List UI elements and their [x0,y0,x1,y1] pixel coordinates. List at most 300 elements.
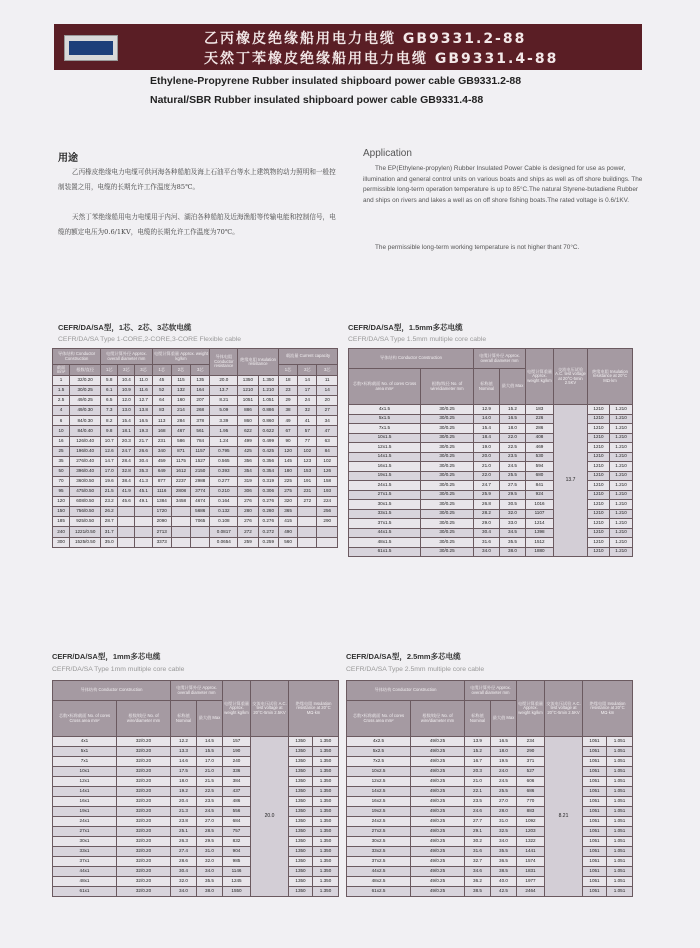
table-cell: 12.6 [101,446,118,456]
table-cell: 14x2.5 [347,787,411,797]
table-cell: 1.5 [53,386,70,396]
table-cell: 1.210 [610,509,633,519]
t3-h-cores: 芯数×标称截面 No. of cores Cross area mm² [53,701,117,737]
table-cell: 16x1.5 [349,462,421,472]
table-cell: 757 [223,827,251,837]
table-cell: 686 [517,787,545,797]
table-cell: 27.5 [500,481,526,491]
table-cell: 84/0.40 [70,426,101,436]
table-cell: 1.210 [610,443,633,453]
table-cell: 36.5 [491,857,517,867]
table-cell: 1210 [588,490,610,500]
t1-h-diameter: 电缆计算外径 Approx. overall diameter mm [101,349,152,365]
table-cell: 467 [171,426,190,436]
table-cell: 19.6 [101,476,118,486]
table-cell: 49/0.25 [411,837,465,847]
table-row [53,877,339,887]
table-cell: 20.3 [118,436,135,446]
table-cell: 22.5 [500,443,526,453]
table-cell: 32.0 [500,509,526,519]
table-cell: 27x2.5 [347,827,411,837]
table-cell: 64 [152,396,171,406]
table-row [53,537,338,547]
table-cell: 30/0.25 [421,528,474,538]
table-cell: 41 [298,416,317,426]
table-row [349,443,633,453]
test-voltage-cell: 8.21 [545,737,583,897]
table-row [347,887,633,897]
table-cell: 16.5 [491,737,517,747]
table-cell: 680 [526,471,554,481]
table-cell: 19x1 [53,807,117,817]
table-cell [118,507,135,517]
table-cell: 1574 [517,857,545,867]
t2-h-test: 交流电压试验 A.C. test voltage at 20°C-5min 2.5KV [554,349,588,405]
table-cell: 18.0 [491,747,517,757]
table-cell: 499 [238,436,258,446]
table-cell: 132 [171,386,190,396]
table-row [349,424,633,434]
table-cell: 1322 [517,837,545,847]
table-cell: 594 [526,462,554,472]
table-cell: 49/0.25 [411,757,465,767]
table-cell: 1.051 [607,857,633,867]
table-cell: 30/0.25 [421,490,474,500]
table-row [347,737,633,747]
table-cell: 12.7 [135,396,152,406]
t3-h-max: 最大值 Max [197,701,223,737]
t1-h-w3: 3芯 [191,365,210,376]
table-cell [298,527,317,537]
table-cell: 0.354 [258,466,278,476]
table-cell: 190 [223,747,251,757]
table-cell: 20.4 [171,797,197,807]
table-cell: 193 [317,487,338,497]
table-cell: 1.210 [610,490,633,500]
table-cell: 27x1.5 [349,490,421,500]
table-cell: 0.425 [258,446,278,456]
t2-h-nom: 标称值 Nominal [474,369,500,405]
table-cell: 459 [152,456,171,466]
table-cell: 17.0 [101,466,118,476]
table-cell: 1.210 [258,386,278,396]
table-cell: 32.7 [465,857,491,867]
table-cell: 49/0.30 [70,406,101,416]
table-cell: 17.0 [197,757,223,767]
table-cell: 320 [278,497,297,507]
table-cell: 15.2 [500,405,526,415]
table-cell: 1350 [289,777,313,787]
title-banner [54,24,642,70]
table-cell: 22.0 [474,471,500,481]
table-cell: 13.7 [210,386,238,396]
table-cell: 32 [298,406,317,416]
table-cell: 26.6 [135,446,152,456]
table-cell: 1.210 [610,538,633,548]
table-cell: 47 [317,426,338,436]
table-cell: 32/0.20 [117,857,171,867]
table-cell: 0.499 [258,436,278,446]
table-cell [191,537,210,547]
table-cell: 30.4 [135,456,152,466]
table-cell: 30/0.25 [421,424,474,434]
table-cell: 52 [152,386,171,396]
table-cell: 31.0 [491,817,517,827]
table-cell: 5.09 [210,406,238,416]
table-cell [135,527,152,537]
table-cell: 0.306 [258,487,278,497]
t1-h-c3: 3芯 [317,365,338,376]
table-cell: 877 [152,476,171,486]
table-cell: 1350 [289,887,313,897]
table-cell: 1.350 [313,887,339,897]
usage-heading-en: Application [363,148,412,159]
table-cell: 29.5 [197,837,223,847]
table-cell: 10x1 [53,767,117,777]
table-cell: 10 [53,426,70,436]
table-cell: 38.4 [118,476,135,486]
table-cell: 42.5 [491,887,517,897]
table-cell: 12x1.5 [349,443,421,453]
table-cell: 126/0.40 [70,436,101,446]
table-cell: 0.356 [258,456,278,466]
table-cell: 1441 [517,847,545,857]
table-cell: 14 [298,376,317,386]
table-row [53,466,338,476]
table-cell: 27.0 [491,797,517,807]
table-cell: 180 [278,466,297,476]
t4-body [347,737,633,897]
table-cell: 2713 [152,527,171,537]
table-cell: 1.210 [610,471,633,481]
table-cell [171,537,190,547]
table-cell: 30/0.25 [421,452,474,462]
table-cell: 10x1.5 [349,433,421,443]
table-cell: 63 [317,436,338,446]
table-cell: 925/0.50 [70,517,101,527]
table-cell: 12x1 [53,777,117,787]
table-row [349,538,633,548]
table-cell [191,527,210,537]
table-cell: 1.051 [607,877,633,887]
table-cell: 560 [278,537,297,547]
table-cell: 49/0.25 [411,817,465,827]
table-row [347,797,633,807]
t1-h-conductor: 导体结构 Conductor Construction [53,349,101,365]
table-cell: 1203 [517,827,545,837]
t1-h-ins-res: 绝缘电阻 Insulation resistance [238,349,279,376]
t3-h-test: 交流电压试验 A.C. test voltage at 20°C-5min 2.5KV [251,681,289,737]
table-cell: 0.860 [258,416,278,426]
table-cell: 1.051 [607,847,633,857]
t1-h-d1: 1芯 [101,365,118,376]
table-cell: 40.0 [491,877,517,887]
table-cell: 145 [278,456,297,466]
table-cell: 336 [223,767,251,777]
table-cell: 1350 [289,837,313,847]
table-cell: 13.0 [118,406,135,416]
t2-h-diameter: 电缆计算外径 Approx. overall diameter mm [474,349,526,369]
table-cell: 1214 [526,519,554,529]
table-cell: 41.3 [135,476,152,486]
table-cell: 1350 [238,376,258,386]
table4-caption-en: CEFR/DA/SA Type 2.5mm multiple core cable [346,666,485,673]
table-cell: 28.4 [118,456,135,466]
table-cell: 34.0 [491,837,517,847]
table-cell: 41.9 [118,487,135,497]
table-cell: 1.051 [607,797,633,807]
table-cell: 24x1 [53,817,117,827]
table-cell: 12.2 [171,737,197,747]
table-cell: 27.0 [197,817,223,827]
table-row [53,817,339,827]
table-cell: 126 [317,466,338,476]
table-cell: 25 [53,446,70,456]
table-row [53,527,338,537]
table-cell [298,507,317,517]
table-cell: 408 [526,433,554,443]
t3-h-diameter: 电缆计算外径 Approx. overall diameter mm [171,681,223,701]
table-cell: 1.210 [610,462,633,472]
table-cell: 1.350 [313,747,339,757]
table-cell: 1.210 [610,452,633,462]
table-cell: 0.393 [210,466,238,476]
table-cell: 784 [191,436,210,446]
table-cell: 25.9 [474,490,500,500]
table-cell: 26.2 [101,507,118,517]
table-cell: 21.7 [135,436,152,446]
table-cell: 31.7 [101,527,118,537]
table-cell: 371 [517,757,545,767]
table-cell: 45.6 [118,497,135,507]
table-row [53,396,338,406]
table-row [53,777,339,787]
table-cell: 1350 [289,747,313,757]
test-voltage-cell: 20.0 [251,737,289,897]
table-cell: 49 [278,416,297,426]
table-cell: 32/0.20 [117,887,171,897]
table-cell: 14.7 [101,456,118,466]
table-cell: 4674 [191,497,210,507]
table-cell: 28.2 [474,509,500,519]
table-cell: 1.051 [607,737,633,747]
t1-h-weight: 电缆计算重量 Approx. weight kg/km [152,349,210,365]
table-cell: 23.8 [171,817,197,827]
table-cell: 19x2.5 [347,807,411,817]
table-cell: 12.9 [474,405,500,415]
table-cell: 120 [53,497,70,507]
table-cell: 14.6 [171,757,197,767]
table-cell: 1350 [289,877,313,887]
table-cell: 44x1 [53,867,117,877]
t4-h-weight: 电缆计算重量 Approx. weight kg/km [517,681,545,737]
table-cell: 272 [238,527,258,537]
table-cell: 14 [317,386,338,396]
table-cell: 1051 [583,827,607,837]
table-cell: 30x1.5 [349,500,421,510]
table-row [53,827,339,837]
usage-para1-en: The EP(Ethylene-propylen) Rubber Insulated Power Cable is designed for use as power, illumination and general control units on various boats and ships as well as off shore buildings. The permissible long-term operation temperature is up to 85°C.The natural Styrene-butadiene Rubber and ships on rivers and lakes a well as on off shore fishing boats.The rated voltage is 0.6/1KV. [363,165,643,204]
table-cell: 1210 [588,414,610,424]
table-row [53,416,338,426]
table-row [349,481,633,491]
table-cell: 1210 [588,500,610,510]
table-cell: 684 [223,817,251,827]
table3-1mm-multicore [52,680,339,897]
table-cell: 1350 [289,767,313,777]
table-cell: 240 [223,757,251,767]
table-cell: 0.276 [258,517,278,527]
table-cell: 11 [317,376,338,386]
table-cell: 0.210 [210,487,238,497]
table-cell: 31.0 [197,847,223,857]
table-cell: 37x2.5 [347,857,411,867]
table-cell: 164 [191,386,210,396]
table-cell [171,527,190,537]
table-cell: 7x1 [53,757,117,767]
table-cell: 27.7 [465,817,491,827]
table-cell: 1.051 [607,807,633,817]
table-cell: 35.5 [500,538,526,548]
table-cell: 35.5 [197,877,223,887]
table-row [347,847,633,857]
table-cell: 30/0.25 [421,519,474,529]
table-cell: 1210 [238,386,258,396]
table-cell: 30/0.25 [421,538,474,548]
table3-caption-en: CEFR/DA/SA Type 1mm multiple core cable [52,666,185,673]
table-cell: 16.5 [135,416,152,426]
table-cell: 18.0 [171,777,197,787]
table-cell: 2988 [191,476,210,486]
table-cell: 1398 [526,528,554,538]
table-cell: 0.795 [210,446,238,456]
table-cell: 49/0.25 [411,737,465,747]
table-cell: 770 [517,797,545,807]
table-cell: 18.1 [118,426,135,436]
table-row [347,837,633,847]
table-cell: 30.2 [465,837,491,847]
table-cell: 28.5 [197,827,223,837]
table-cell: 19.3 [135,426,152,436]
t3-h-conductor: 导体结构 Conductor Construction [53,681,171,701]
table-cell: 49/0.25 [411,797,465,807]
table-row [53,497,338,507]
t3-h-wires: 根数/线径 No. of wire/diameter mm [117,701,171,737]
table-cell: 8.21 [210,396,238,406]
table-cell: 49/0.25 [411,767,465,777]
table-row [349,547,633,557]
table-cell: 319 [238,476,258,486]
table-cell [118,537,135,547]
table-cell: 18 [278,376,297,386]
t1-h-cond-res: 导体电阻 Conductor resistance [210,349,238,376]
table-cell: 49.1 [135,497,152,507]
table-cell: 1350 [289,737,313,747]
table-cell: 19x1.5 [349,471,421,481]
table-row [347,767,633,777]
table4-2-5mm-multicore [346,680,633,897]
t2-h-ins: 绝缘电阻 Insulation resistance at 20°C MΩ·km [588,349,633,405]
table-cell: 1.051 [607,787,633,797]
table-cell: 28.7 [101,517,118,527]
table-row [53,426,338,436]
table-row [53,857,339,867]
table-cell: 1880 [526,547,554,557]
table-cell: 1350 [289,857,313,867]
table-row [53,797,339,807]
t2-h-weight: 电缆计算重量 Approx. weight kg/km [526,349,554,405]
table-cell: 29.0 [474,519,500,529]
table-cell: 356 [238,456,258,466]
table-cell: 1107 [526,509,554,519]
table-row [347,777,633,787]
table-row [347,817,633,827]
table-cell: 20.0 [474,452,500,462]
table-cell: 158 [317,476,338,486]
t1-h-current: 载流量 Current capacity [278,349,337,365]
table-cell: 30/0.25 [70,386,101,396]
table-cell: 259 [238,537,258,547]
table-row [53,867,339,877]
table-cell: 29 [278,396,297,406]
table-cell: 24.7 [118,446,135,456]
table-cell: 183 [526,405,554,415]
table-cell: 30/0.25 [421,462,474,472]
t1-h-w2: 2芯 [171,365,190,376]
table-row [53,837,339,847]
table-cell: 33x1.5 [349,509,421,519]
table-cell [118,517,135,527]
table-cell: 150 [53,507,70,517]
table-cell: 49/0.25 [411,787,465,797]
table-cell: 396/0.40 [70,466,101,476]
table-cell: 1210 [588,538,610,548]
table-cell: 28.6 [171,857,197,867]
table-cell: 378 [191,416,210,426]
table-cell: 6 [53,416,70,426]
table-cell [171,507,190,517]
table-cell: 25.1 [171,827,197,837]
table-cell: 1051 [583,857,607,867]
table-cell: 1016 [526,500,554,510]
table-cell: 34 [317,416,338,426]
table-cell: 4x1.5 [349,405,421,415]
table-row [53,507,338,517]
table-cell: 5x2.5 [347,747,411,757]
title-en-line2: Natural/SBR Rubber insulated shipboard power cable GB9331.4-88 [150,94,484,106]
table-cell: 1 [53,376,70,386]
table-cell: 469 [526,443,554,453]
table-cell: 30/0.25 [421,509,474,519]
table-cell: 1116 [152,487,171,497]
table-row [347,827,633,837]
table-cell: 1210 [588,462,610,472]
table-row [349,414,633,424]
table-cell: 30/0.25 [421,547,474,557]
table-cell: 49/0.25 [411,857,465,867]
table-cell: 32/0.20 [117,817,171,827]
table-cell: 1550 [223,887,251,897]
table-cell: 17.5 [171,767,197,777]
table-cell: 24x2.5 [347,817,411,827]
table-cell: 225 [278,476,297,486]
table-cell: 30.4 [474,528,500,538]
table-cell: 415 [278,517,297,527]
table-row [53,487,338,497]
test-voltage-cell: 13.7 [554,405,588,557]
t4-h-wires: 根数/线径 No. of wire/diameter mm [411,701,465,737]
table-row [349,528,633,538]
